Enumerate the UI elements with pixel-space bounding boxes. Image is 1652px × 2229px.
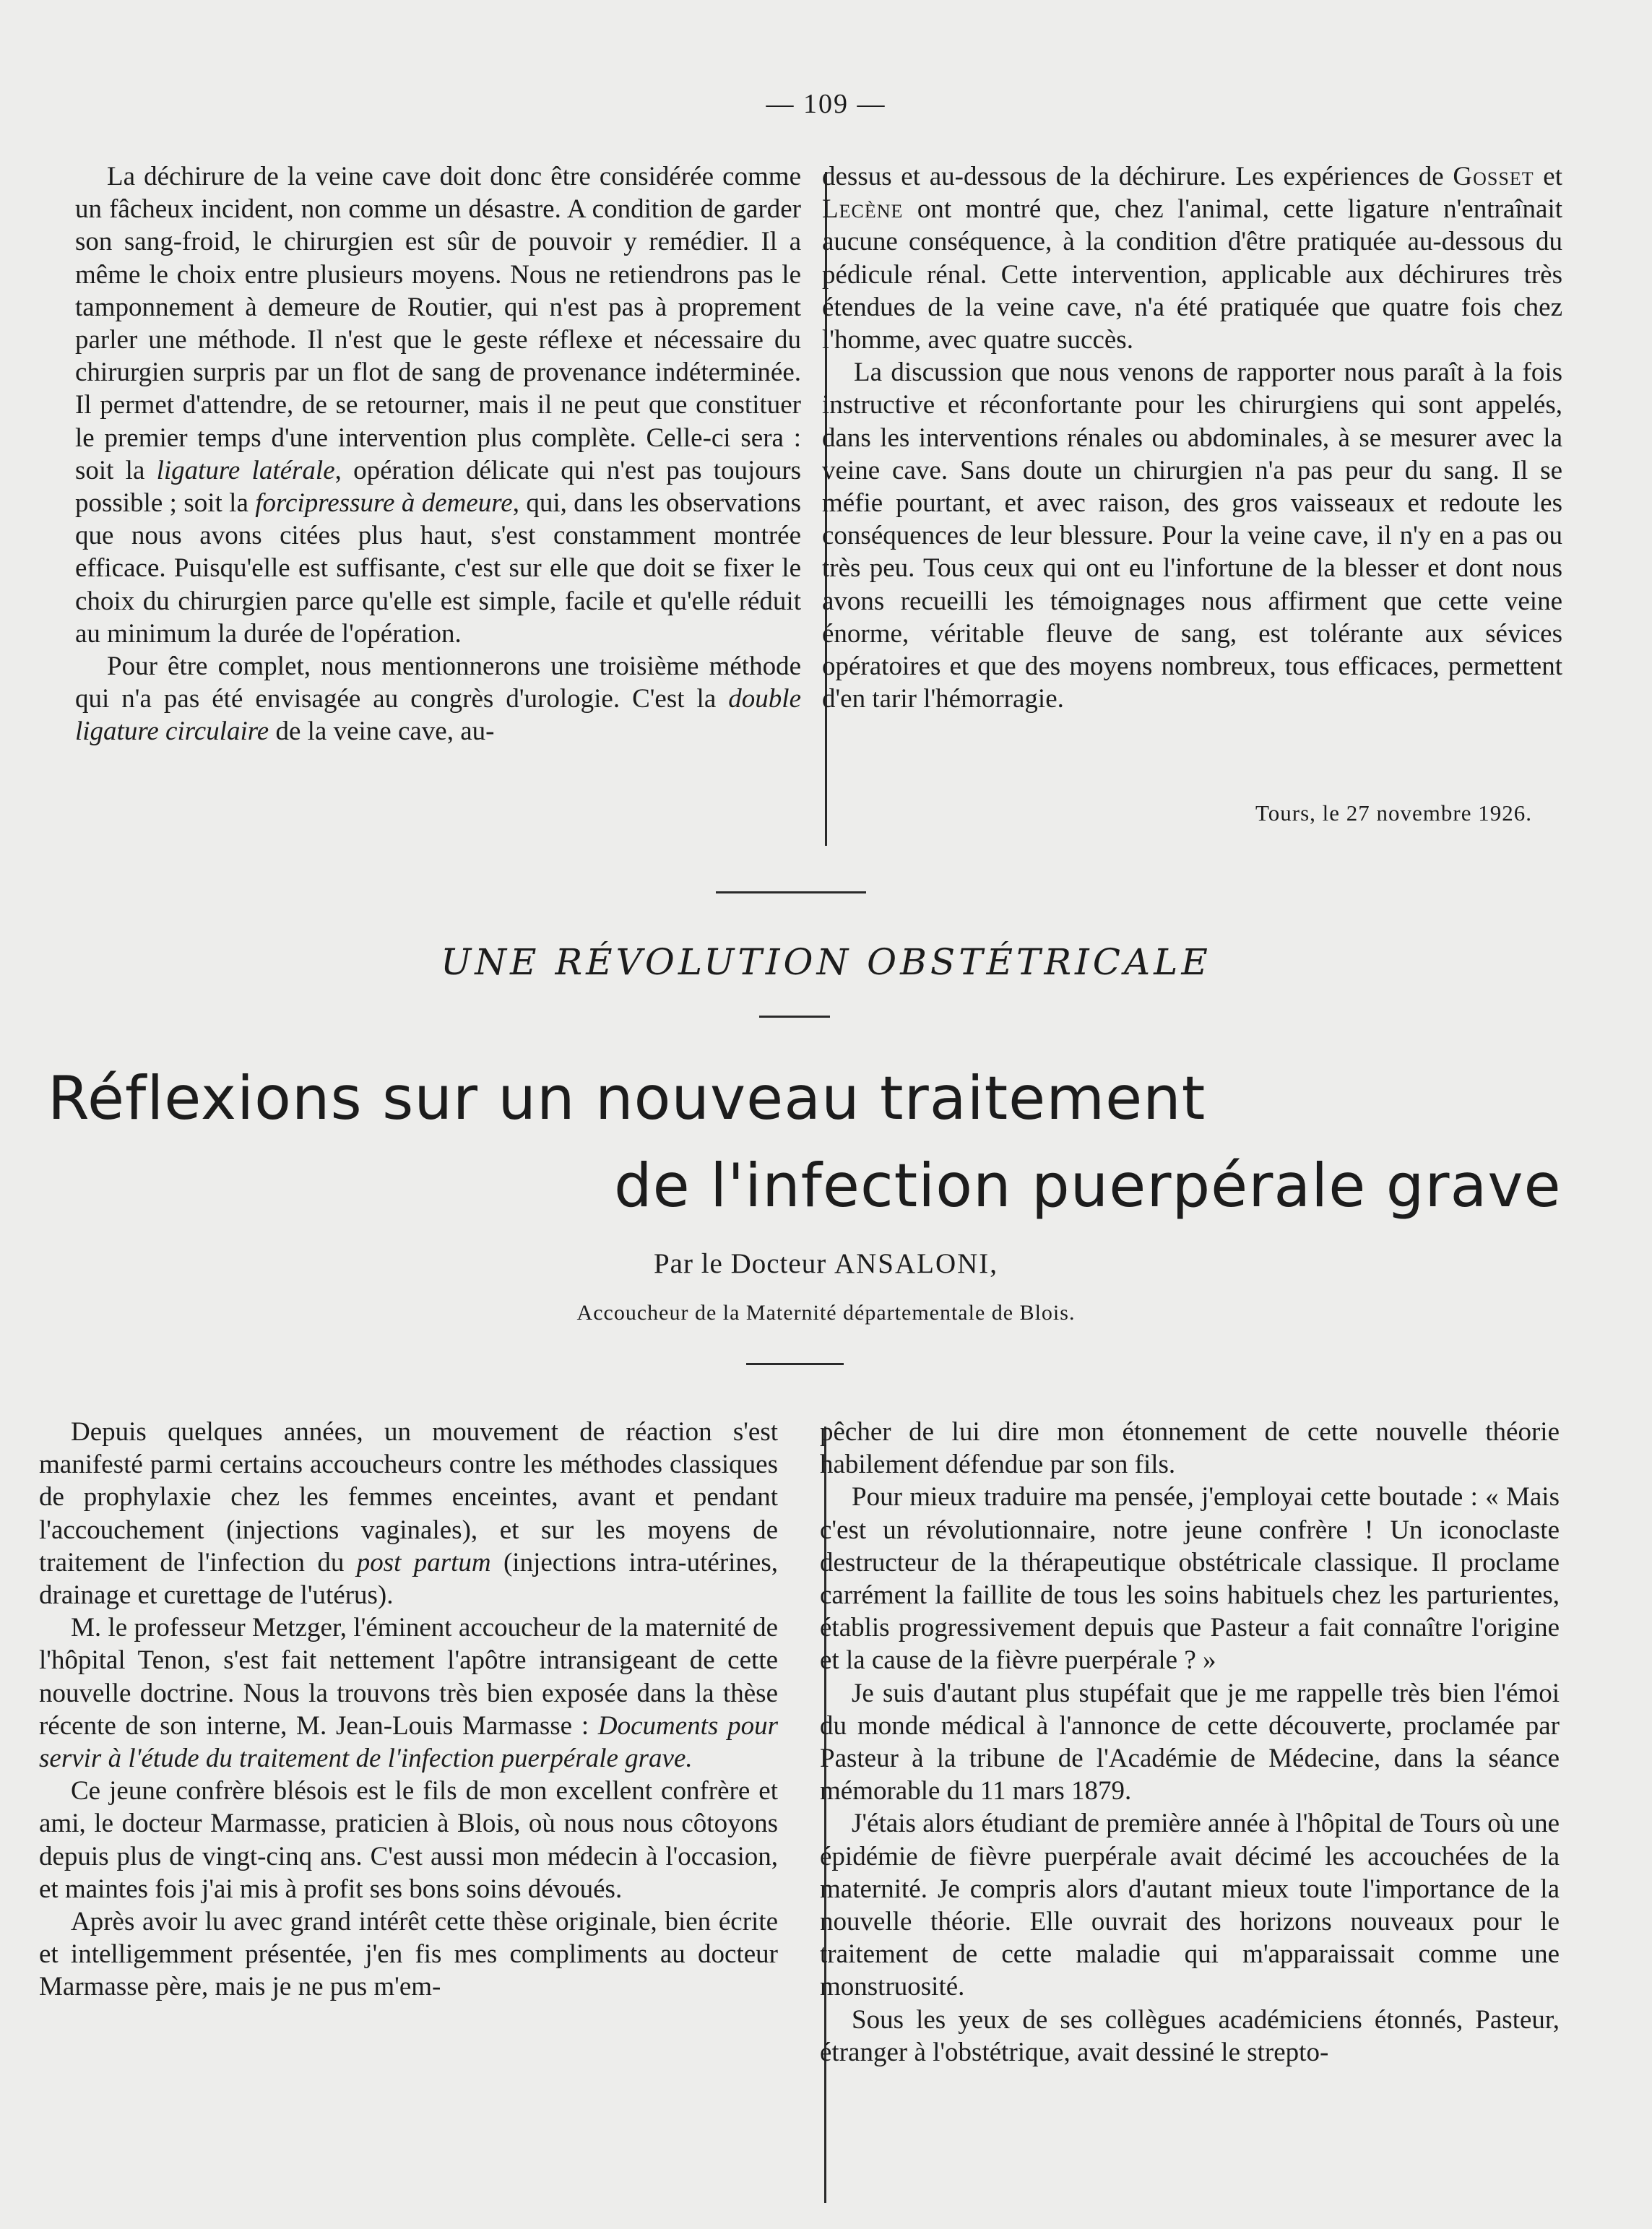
paragraph: Ce jeune confrère blésois est le fils de mon excellent confrère et ami, le docteur Marmasse, praticien à Blois, où nous nous côtoyons depuis plus de vingt-cinq ans. C'est aussi mon médecin à l'occasion, et maintes fois j'ai mis à profit ses bons soins dévoués. xyxy=(39,1776,778,1904)
bottom-right-column xyxy=(820,1416,1560,2069)
signature-dateline: Tours, le 27 novembre 1926. xyxy=(1255,800,1532,826)
author-affiliation: Accoucheur de la Maternité départementale de Blois. xyxy=(576,1301,1076,1325)
paragraph: Pour mieux traduire ma pensée, j'employai cette boutade : « Mais c'est un révolutionnaire, notre jeune confrère ! Un iconoclaste destructeur de la thérapeutique obstétricale classique. Il proclame carrément la faillite de tous les soins habituels chez les parturientes, établis progressivement depuis que Pasteur a fait connaître l'origine et la cause de la fièvre puerpérale ? » xyxy=(820,1482,1560,1676)
author-name: ANSALONI, xyxy=(834,1248,999,1279)
article-title-line-2: de l'infection puerpérale grave xyxy=(614,1151,1562,1221)
paragraph: La déchirure de la veine cave doit donc être considérée comme un fâcheux incident, non comme un désastre. A condition de garder son sang-froid, le chirurgien est sûr de pouvoir y remédier. Il a même le choix entre plusieurs moyens. Nous ne retiendrons pas le tamponnement à demeure de Routier, qui n'est pas à proprement parler une méthode. Il n'est que le geste réflexe et nécessaire du chirurgien surpris par un flot de sang de provenance indéterminée. Il permet d'attendre, de se retourner, mais il ne peut que constituer le premier temps d'une intervention plus complète. Celle-ci sera : soit la ligature latérale, opération délicate qui n'est pas toujours possible ; soit la forcipressure à demeure, qui, dans les observations que nous avons citées plus haut, s'est constamment montrée efficace. Puisqu'elle est suffisante, c'est sur elle que doit se fixer le choix du chirurgien parce qu'elle est simple, facile et qu'elle réduit au minimum la durée de l'opération. xyxy=(75,162,801,649)
paragraph: Sous les yeux de ses collègues académiciens étonnés, Pasteur, étranger à l'obstétrique, avait dessiné le strepto- xyxy=(820,2004,1560,2067)
article-byline: Par le Docteur ANSALONI, xyxy=(653,1248,999,1279)
article-kicker: UNE RÉVOLUTION OBSTÉTRICALE xyxy=(441,941,1211,983)
bottom-left-column xyxy=(39,1416,778,2004)
section-divider xyxy=(716,891,866,893)
paragraph: Depuis quelques années, un mouvement de réaction s'est manifesté parmi certains accoucheurs contre les méthodes classiques de prophylaxie chez les femmes enceintes, avant et pendant l'accouchement (injections vaginales), et sur les moyens de traitement de l'infection du post partum (injections intra-utérines, drainage et curettage de l'utérus). xyxy=(39,1417,778,1611)
top-right-column xyxy=(822,160,1562,715)
paragraph: Pour être complet, nous mentionnerons une troisième méthode qui n'a pas été envisagée au congrès d'urologie. C'est la double ligature circulaire de la veine cave, au- xyxy=(75,652,801,747)
article-title-line-1: Réflexions sur un nouveau traitement xyxy=(48,1063,1206,1133)
paragraph: Après avoir lu avec grand intérêt cette thèse originale, bien écrite et intelligemment présentée, j'en fis mes compliments au docteur Marmasse père, mais je ne pus m'em- xyxy=(39,1907,778,2002)
top-left-column xyxy=(75,160,801,748)
paragraph: Je suis d'autant plus stupéfait que je me rappelle très bien l'émoi du monde médical à l'annonce de cette découverte, proclamée par Pasteur à la tribune de l'Académie de Médecine, dans la séance mémorable du 11 mars 1879. xyxy=(820,1678,1560,1806)
paragraph: J'étais alors étudiant de première année à l'hôpital de Tours où une épidémie de fièvre puerpérale avait décimé les accouchées de la maternité. Je compris alors d'autant mieux toute l'importance de la nouvelle théorie. Elle ouvrait des horizons nouveaux pour le traitement de cette maladie qui m'apparaissait comme une monstruosité. xyxy=(820,1809,1560,2002)
paragraph: La discussion que nous venons de rapporter nous paraît à la fois instructive et réconfortante pour les chirurgiens qui sont appelés, dans les interventions rénales ou abdominales, à se mesurer avec la veine cave. Sans doute un chirurgien n'a pas peur du sang. Il se méfie pourtant, et avec raison, des gros vaisseaux et redoute les conséquences de leur blessure. Pour la veine cave, il n'y en a pas ou très peu. Tous ceux qui ont eu l'infortune de la blesser et dont nous avons recueilli les témoignages nous affirment que cette veine énorme, véritable fleuve de sang, est tolérante aux sévices opératoires et que des moyens nombreux, tous efficaces, permettent d'en tarir l'hémorragie. xyxy=(822,358,1562,714)
paragraph: dessus et au-dessous de la déchirure. Les expériences de Gosset et Lecène ont montré que, chez l'animal, cette ligature n'entraînait aucune conséquence, à la condition d'être pratiquée au-dessous du pédicule rénal. Cette intervention, applicable aux déchirures très étendues de la veine cave, n'a été pratiquée que quatre fois chez l'homme, avec quatre succès. xyxy=(822,162,1562,355)
paragraph: pêcher de lui dire mon étonnement de cette nouvelle théorie habilement défendue par son fils. xyxy=(820,1417,1560,1480)
page-number: — 109 — xyxy=(766,89,886,119)
kicker-divider xyxy=(759,1016,830,1018)
paragraph: M. le professeur Metzger, l'éminent accoucheur de la maternité de l'hôpital Tenon, s'est fait nettement l'apôtre intransigeant de cette nouvelle doctrine. Nous la trouvons très bien exposée dans la thèse récente de son interne, M. Jean-Louis Marmasse : Documents pour servir à l'étude du traitement de l'infection puerpérale grave. xyxy=(39,1613,778,1774)
byline-divider xyxy=(746,1363,844,1365)
